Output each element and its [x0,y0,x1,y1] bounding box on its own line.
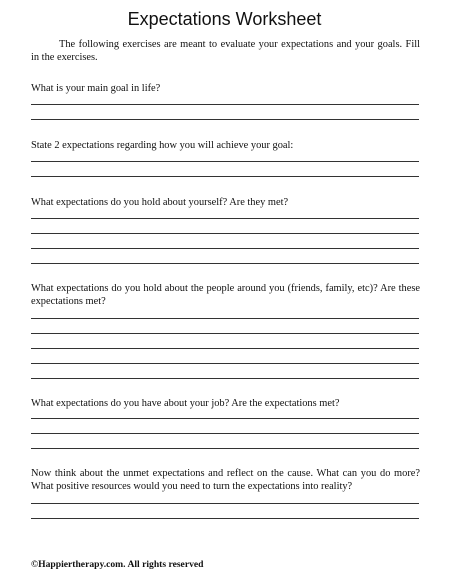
answer-line[interactable] [31,263,419,264]
answer-line[interactable] [31,318,419,319]
answer-line[interactable] [31,418,419,419]
question-3: What expectations do you hold about yourself? Are they met? [31,197,289,208]
answer-line[interactable] [31,378,419,379]
intro-paragraph: The following exercises are meant to evaluate your expectations and your goals. Fill in the exercises. [31,39,420,63]
answer-line[interactable] [31,176,419,177]
question-4: What expectations do you hold about the people around you (friends, family, etc)? Are these expectations met? [31,283,420,307]
answer-line[interactable] [31,518,419,519]
answer-line[interactable] [31,433,419,434]
answer-line[interactable] [31,104,419,105]
question-1: What is your main goal in life? [31,83,161,94]
answer-line[interactable] [31,233,419,234]
question-6: Now think about the unmet expectations and reflect on the cause. What can you do more? What positive resources would you need to turn the expectations into reality? [31,468,420,492]
question-5: What expectations do you have about your job? Are the expectations met? [31,398,340,409]
answer-line[interactable] [31,119,419,120]
answer-line[interactable] [31,333,419,334]
answer-line[interactable] [31,363,419,364]
copyright-footer: ©Happiertherapy.com. All rights reserved [31,559,204,570]
answer-line[interactable] [31,448,419,449]
answer-line[interactable] [31,348,419,349]
answer-line[interactable] [31,161,419,162]
answer-line[interactable] [31,218,419,219]
page-title: Expectations Worksheet [127,9,322,29]
answer-line[interactable] [31,248,419,249]
question-2: State 2 expectations regarding how you will achieve your goal: [31,140,294,151]
answer-line[interactable] [31,503,419,504]
